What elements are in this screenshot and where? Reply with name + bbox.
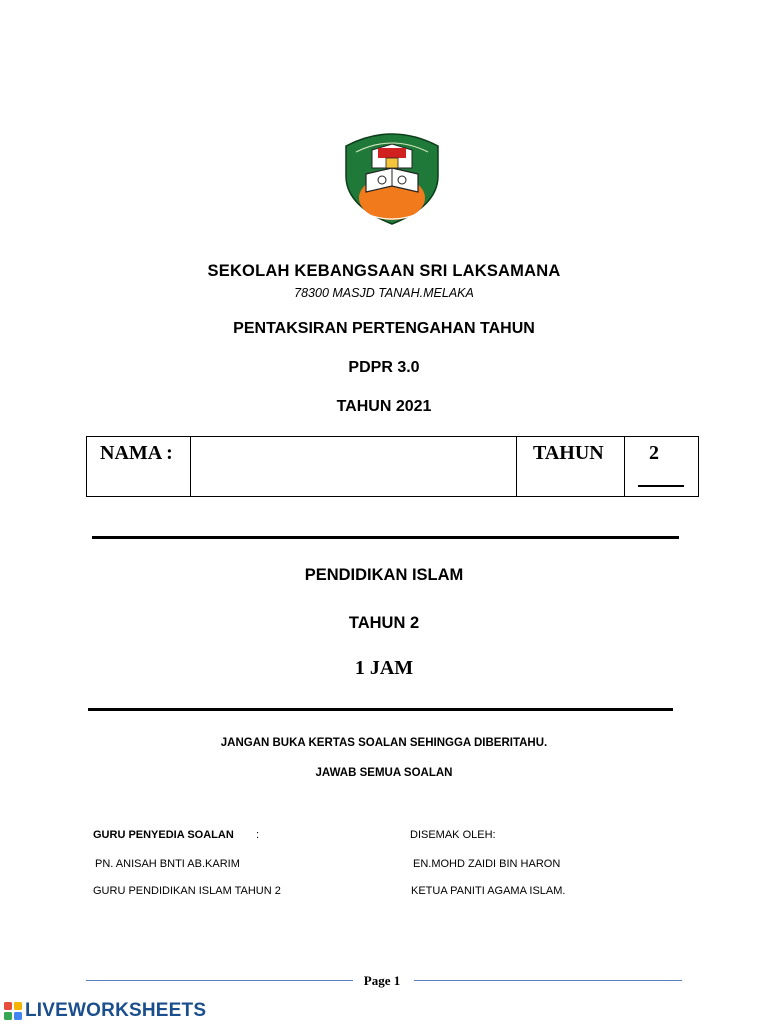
liveworksheets-icon <box>4 1002 22 1020</box>
preparer-colon: : <box>256 829 260 841</box>
instruction-line-1: JANGAN BUKA KERTAS SOALAN SEHINGGA DIBERITAHU. <box>220 737 548 749</box>
assessment-year: TAHUN 2021 <box>336 398 432 415</box>
checker-role: KETUA PANITI AGAMA ISLAM. <box>411 885 566 897</box>
subject-level: TAHUN 2 <box>348 614 420 632</box>
exam-duration: 1 JAM <box>354 657 414 679</box>
footer-line-right <box>414 980 682 981</box>
class-label: TAHUN <box>533 442 604 464</box>
instruction-line-2: JAWAB SEMUA SOALAN <box>315 767 453 779</box>
school-crest <box>342 128 442 226</box>
class-label-cell <box>517 437 625 497</box>
liveworksheets-brand: LIVEWORKSHEETS <box>25 1000 207 1021</box>
footer-line-left <box>86 980 353 981</box>
checker-label: DISEMAK OLEH: <box>410 829 496 841</box>
school-name: SEKOLAH KEBANGSAAN SRI LAKSAMANA <box>207 262 561 280</box>
preparer-role: GURU PENDIDIKAN ISLAM TAHUN 2 <box>93 885 281 897</box>
page-number: Page 1 <box>363 973 401 988</box>
name-label: NAMA : <box>100 442 173 464</box>
preparer-label: GURU PENYEDIA SOALAN <box>93 829 234 841</box>
assessment-title: PENTAKSIRAN PERTENGAHAN TAHUN <box>233 320 535 337</box>
subject-name: PENDIDIKAN ISLAM <box>304 566 464 584</box>
divider-bottom <box>88 708 673 711</box>
checker-name: EN.MOHD ZAIDI BIN HARON <box>413 858 561 870</box>
name-label-cell <box>87 437 191 497</box>
student-info-table <box>86 436 699 497</box>
class-value-cell <box>625 437 699 497</box>
school-address: 78300 MASJD TANAH.MELAKA <box>294 286 474 300</box>
class-value: 2 <box>649 442 659 464</box>
liveworksheets-logo[interactable] <box>4 998 206 1024</box>
name-field[interactable] <box>191 437 517 497</box>
divider-top <box>92 536 679 539</box>
preparer-name: PN. ANISAH BNTI AB.KARIM <box>95 858 240 870</box>
pdpr-version: PDPR 3.0 <box>348 359 420 376</box>
class-underline <box>638 485 684 487</box>
